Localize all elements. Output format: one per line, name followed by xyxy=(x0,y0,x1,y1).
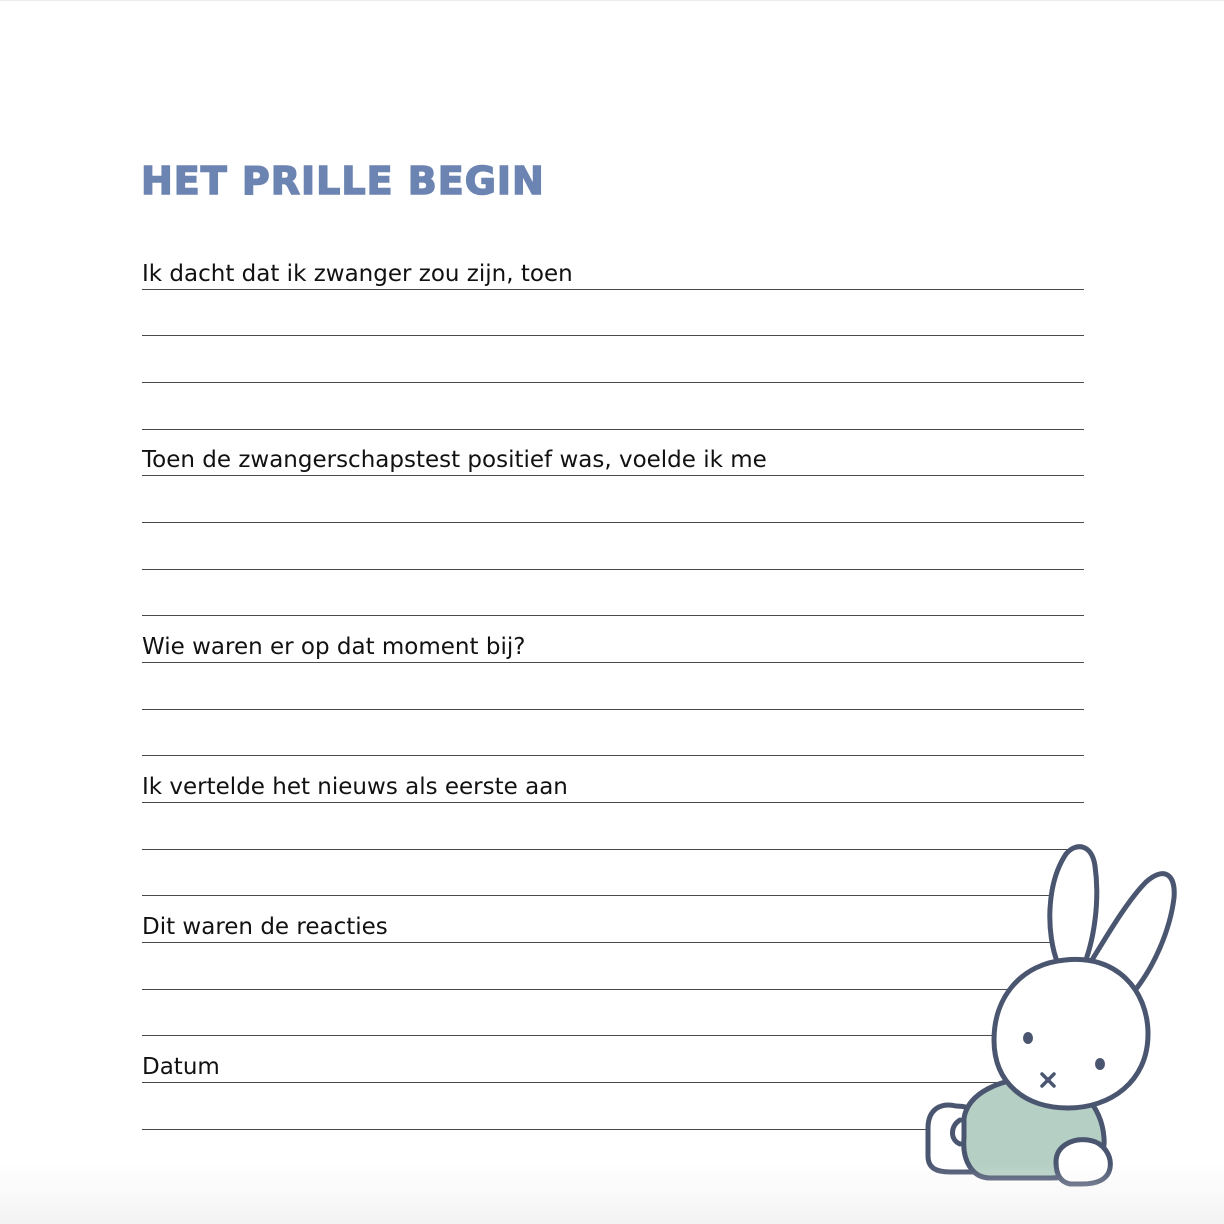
writing-line[interactable] xyxy=(142,615,1084,616)
page-bottom-shade xyxy=(0,1164,1224,1224)
writing-line[interactable] xyxy=(142,522,1084,523)
prompt-pregnancy-suspicion: Ik dacht dat ik zwanger zou zijn, toen xyxy=(142,261,573,287)
writing-line[interactable] xyxy=(142,802,1084,803)
writing-line[interactable] xyxy=(142,662,1084,663)
writing-line[interactable] xyxy=(142,335,1084,336)
prompt-date: Datum xyxy=(142,1054,220,1080)
bunny-illustration-icon xyxy=(920,838,1184,1188)
prompt-test-feeling: Toen de zwangerschapstest positief was, voelde ik me xyxy=(142,447,767,473)
page-title: HET PRILLE BEGIN xyxy=(141,159,545,203)
writing-line[interactable] xyxy=(142,475,1084,476)
writing-line[interactable] xyxy=(142,382,1084,383)
writing-line[interactable] xyxy=(142,429,1084,430)
prompt-who-present: Wie waren er op dat moment bij? xyxy=(142,634,526,660)
writing-line[interactable] xyxy=(142,569,1084,570)
prompt-reactions: Dit waren de reacties xyxy=(142,914,388,940)
prompt-told-first: Ik vertelde het nieuws als eerste aan xyxy=(142,774,568,800)
page-top-edge xyxy=(0,0,1224,1)
writing-line[interactable] xyxy=(142,755,1084,756)
writing-line[interactable] xyxy=(142,709,1084,710)
writing-line[interactable] xyxy=(142,289,1084,290)
